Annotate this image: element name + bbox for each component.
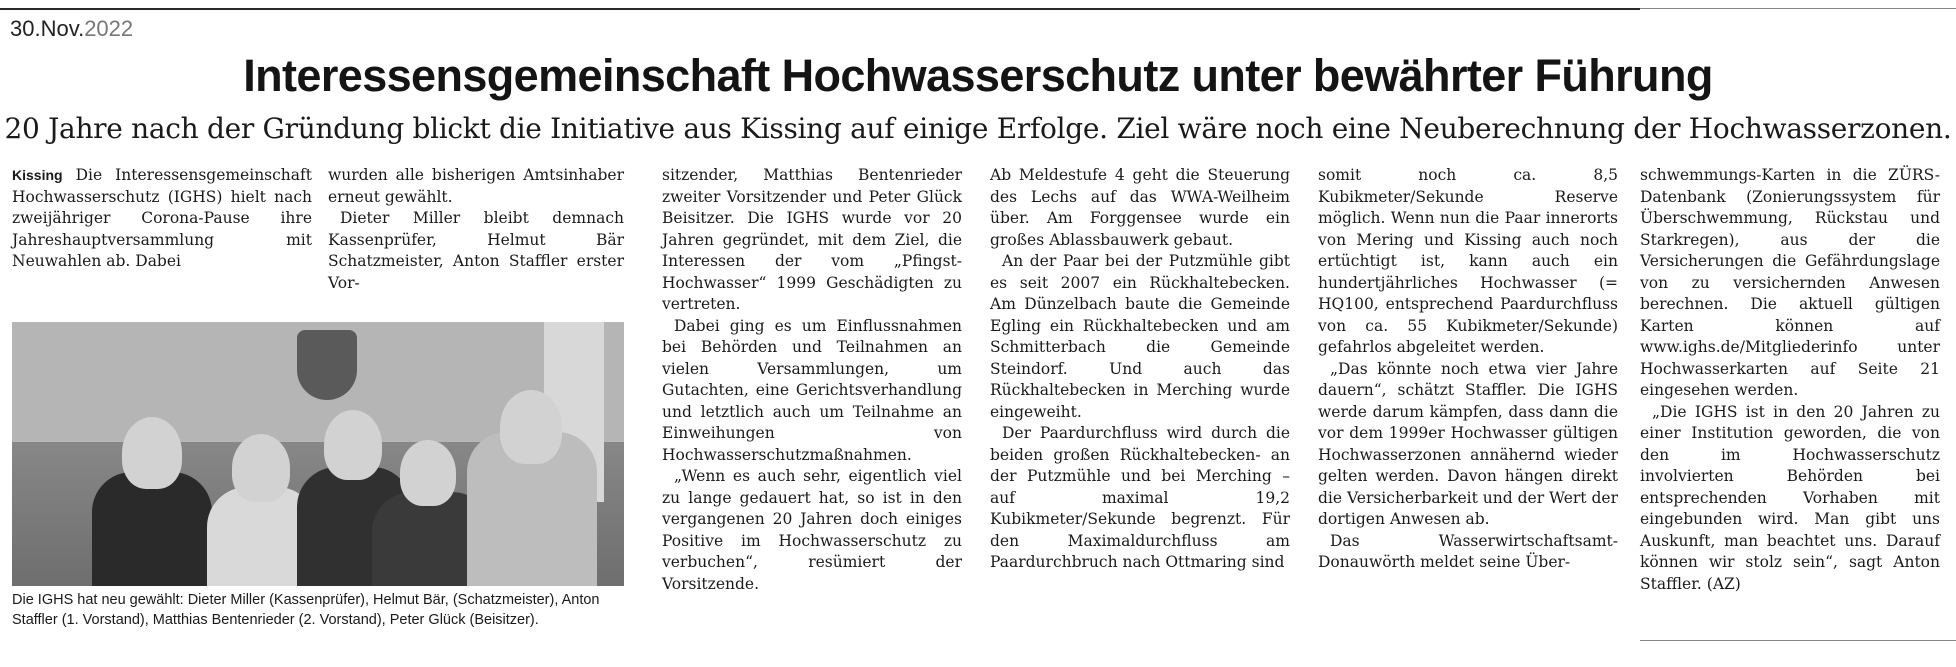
top-rule xyxy=(0,8,1640,10)
paragraph: „Die IGHS ist in den 20 Jahren zu einer Institution geworden, die von den im Hochwasserschutz involvierten Behörden bei entsprechenden Vorhaben mit eingebunden wird. Man gibt uns Auskunft, man beachtet uns. Darauf können wir stolz sein“, sagt Anton Staffler. (AZ) xyxy=(1640,402,1940,593)
paragraph-text: Die Interessensgemeinschaft Hochwasserschutz (IGHS) hielt nach zweijähriger Corona-Pause ihre Jahreshauptversammlung mit Neuwahlen ab. Dabei xyxy=(12,166,312,270)
photo-caption: Die IGHS hat neu gewählt: Dieter Miller (Kassenprüfer), Helmut Bär, (Schatzmeister), Anton Staffler (1. Vorstand), Matthias Bentenrieder (2. Vorstand), Peter Glück (Beisitzer). xyxy=(12,592,600,628)
paragraph: „Das könnte noch etwa vier Jahre dauern“, schätzt Staffler. Die IGHS werde darum kämpfen, dass dann die vor dem 1999er Hochwasser gültigen Hochwasserzonen annähernd wieder gelten werden. Davon hängen direkt die Versicherbarkeit und der Wert der dortigen Anwesen ab. xyxy=(1318,359,1618,528)
dateline: Kissing xyxy=(12,167,63,183)
date-year: 2022 xyxy=(84,16,134,41)
paragraph: An der Paar bei der Putzmühle gibt es seit 2007 ein Rückhaltebecken. Am Dünzelbach baute die Gemeinde Egling ein Rückhaltebecken und am Schmitterbach die Gemeinde Steindorf. Und auch das Rückhaltebecken in Merching wurde eingeweiht. xyxy=(990,252,1290,421)
paragraph: Der Paardurchfluss wird durch die beiden großen Rückhaltebecken- an der Putzmühle und bei Merching – auf maximal 19,2 Kubikmeter/Sekunde begrenzt. Für den Maximaldurchfluss am Paardurchbruch nach Ottmaring sind xyxy=(990,424,1290,571)
paragraph: Ab Meldestufe 4 geht die Steuerung des Lechs auf das WWA-Weilheim über. Am Forggensee wurde ein großes Ablassbauwerk gebaut. xyxy=(990,166,1290,249)
paragraph: somit noch ca. 8,5 Kubikmeter/Sekunde Reserve möglich. Wenn nun die Paar innerorts von Mering und Kissing auch noch ertüchtigt ist, kann auch ein hundertjährliches Hochwasser (= HQ100, entsprechend Paardurchfluss von ca. 55 Kubikmeter/Sekunde) gefahrlos abgeleitet werden. xyxy=(1318,166,1618,356)
article-column-4 xyxy=(990,165,1290,574)
paragraph: Das Wasserwirtschaftsamt-Donauwörth meldet seine Über- xyxy=(1318,531,1618,571)
article-photo xyxy=(12,322,624,586)
paragraph: „Wenn es auch sehr, eigentlich viel zu lange gedauert hat, so ist in den vergangenen 20 Jahren doch einiges Positive im Hochwasserschutz zu verbuchen“, resümiert der Vorsitzende. xyxy=(662,467,962,593)
date-day: 30.Nov. xyxy=(10,16,85,41)
paragraph: Dabei ging es um Einflussnahmen bei Behörden und Teilnahmen an vielen Versammlungen, um Gutachten, eine Gerichtsverhandlung und letztlich auch um Teilnahme an Einweihungen von Hochwasserschutzmaßnahmen. xyxy=(662,316,962,464)
person-head xyxy=(400,440,456,506)
top-rule-right xyxy=(1640,8,1956,9)
person-head xyxy=(232,434,290,502)
article-column-6 xyxy=(1640,165,1940,595)
article-column-5 xyxy=(1318,165,1618,574)
bottom-rule xyxy=(1640,640,1956,641)
article-column-1 xyxy=(12,165,312,273)
article-subheadline: 20 Jahre nach der Gründung blickt die Initiative aus Kissing auf einige Erfolge. Ziel wäre noch eine Neuberechnung der Hochwasserzonen. xyxy=(4,112,1952,145)
paragraph: schwemmungs-Karten in die ZÜRS-Datenbank (Zonierungssystem für Überschwemmung, Rückstau und Starkregen), aus der die Versicherungen die Gefährdungslage von zu versichernden Anwesen berechnen. Die aktuell gültigen Karten können auf www.ighs.de/Mitgliederinfo unter Hochwasserkarten auf Seite 21 eingesehen werden. xyxy=(1640,166,1940,399)
article-column-3 xyxy=(662,165,962,595)
article-headline: Interessensgemeinschaft Hochwasserschutz unter bewährter Führung xyxy=(243,50,1713,101)
paragraph: Dieter Miller bleibt demnach Kassenprüfer, Helmut Bär Schatzmeister, Anton Staffler erster Vor- xyxy=(328,209,624,292)
publication-date xyxy=(10,16,133,42)
paragraph xyxy=(12,165,312,273)
article-column-2 xyxy=(328,165,624,294)
person-body xyxy=(92,472,212,586)
person-head xyxy=(324,410,382,480)
person-head xyxy=(122,417,182,489)
paragraph: wurden alle bisherigen Amtsinhaber erneut gewählt. xyxy=(328,166,624,206)
person-head xyxy=(500,390,562,464)
photo-crest xyxy=(297,330,357,400)
paragraph: sitzender, Matthias Bentenrieder zweiter Vorsitzender und Peter Glück Beisitzer. Die IGHS wurde vor 20 Jahren gegründet, mit dem Ziel, die Interessen der vom „Pfingst-Hochwasser“ 1999 Geschädigten zu vertreten. xyxy=(662,166,962,313)
